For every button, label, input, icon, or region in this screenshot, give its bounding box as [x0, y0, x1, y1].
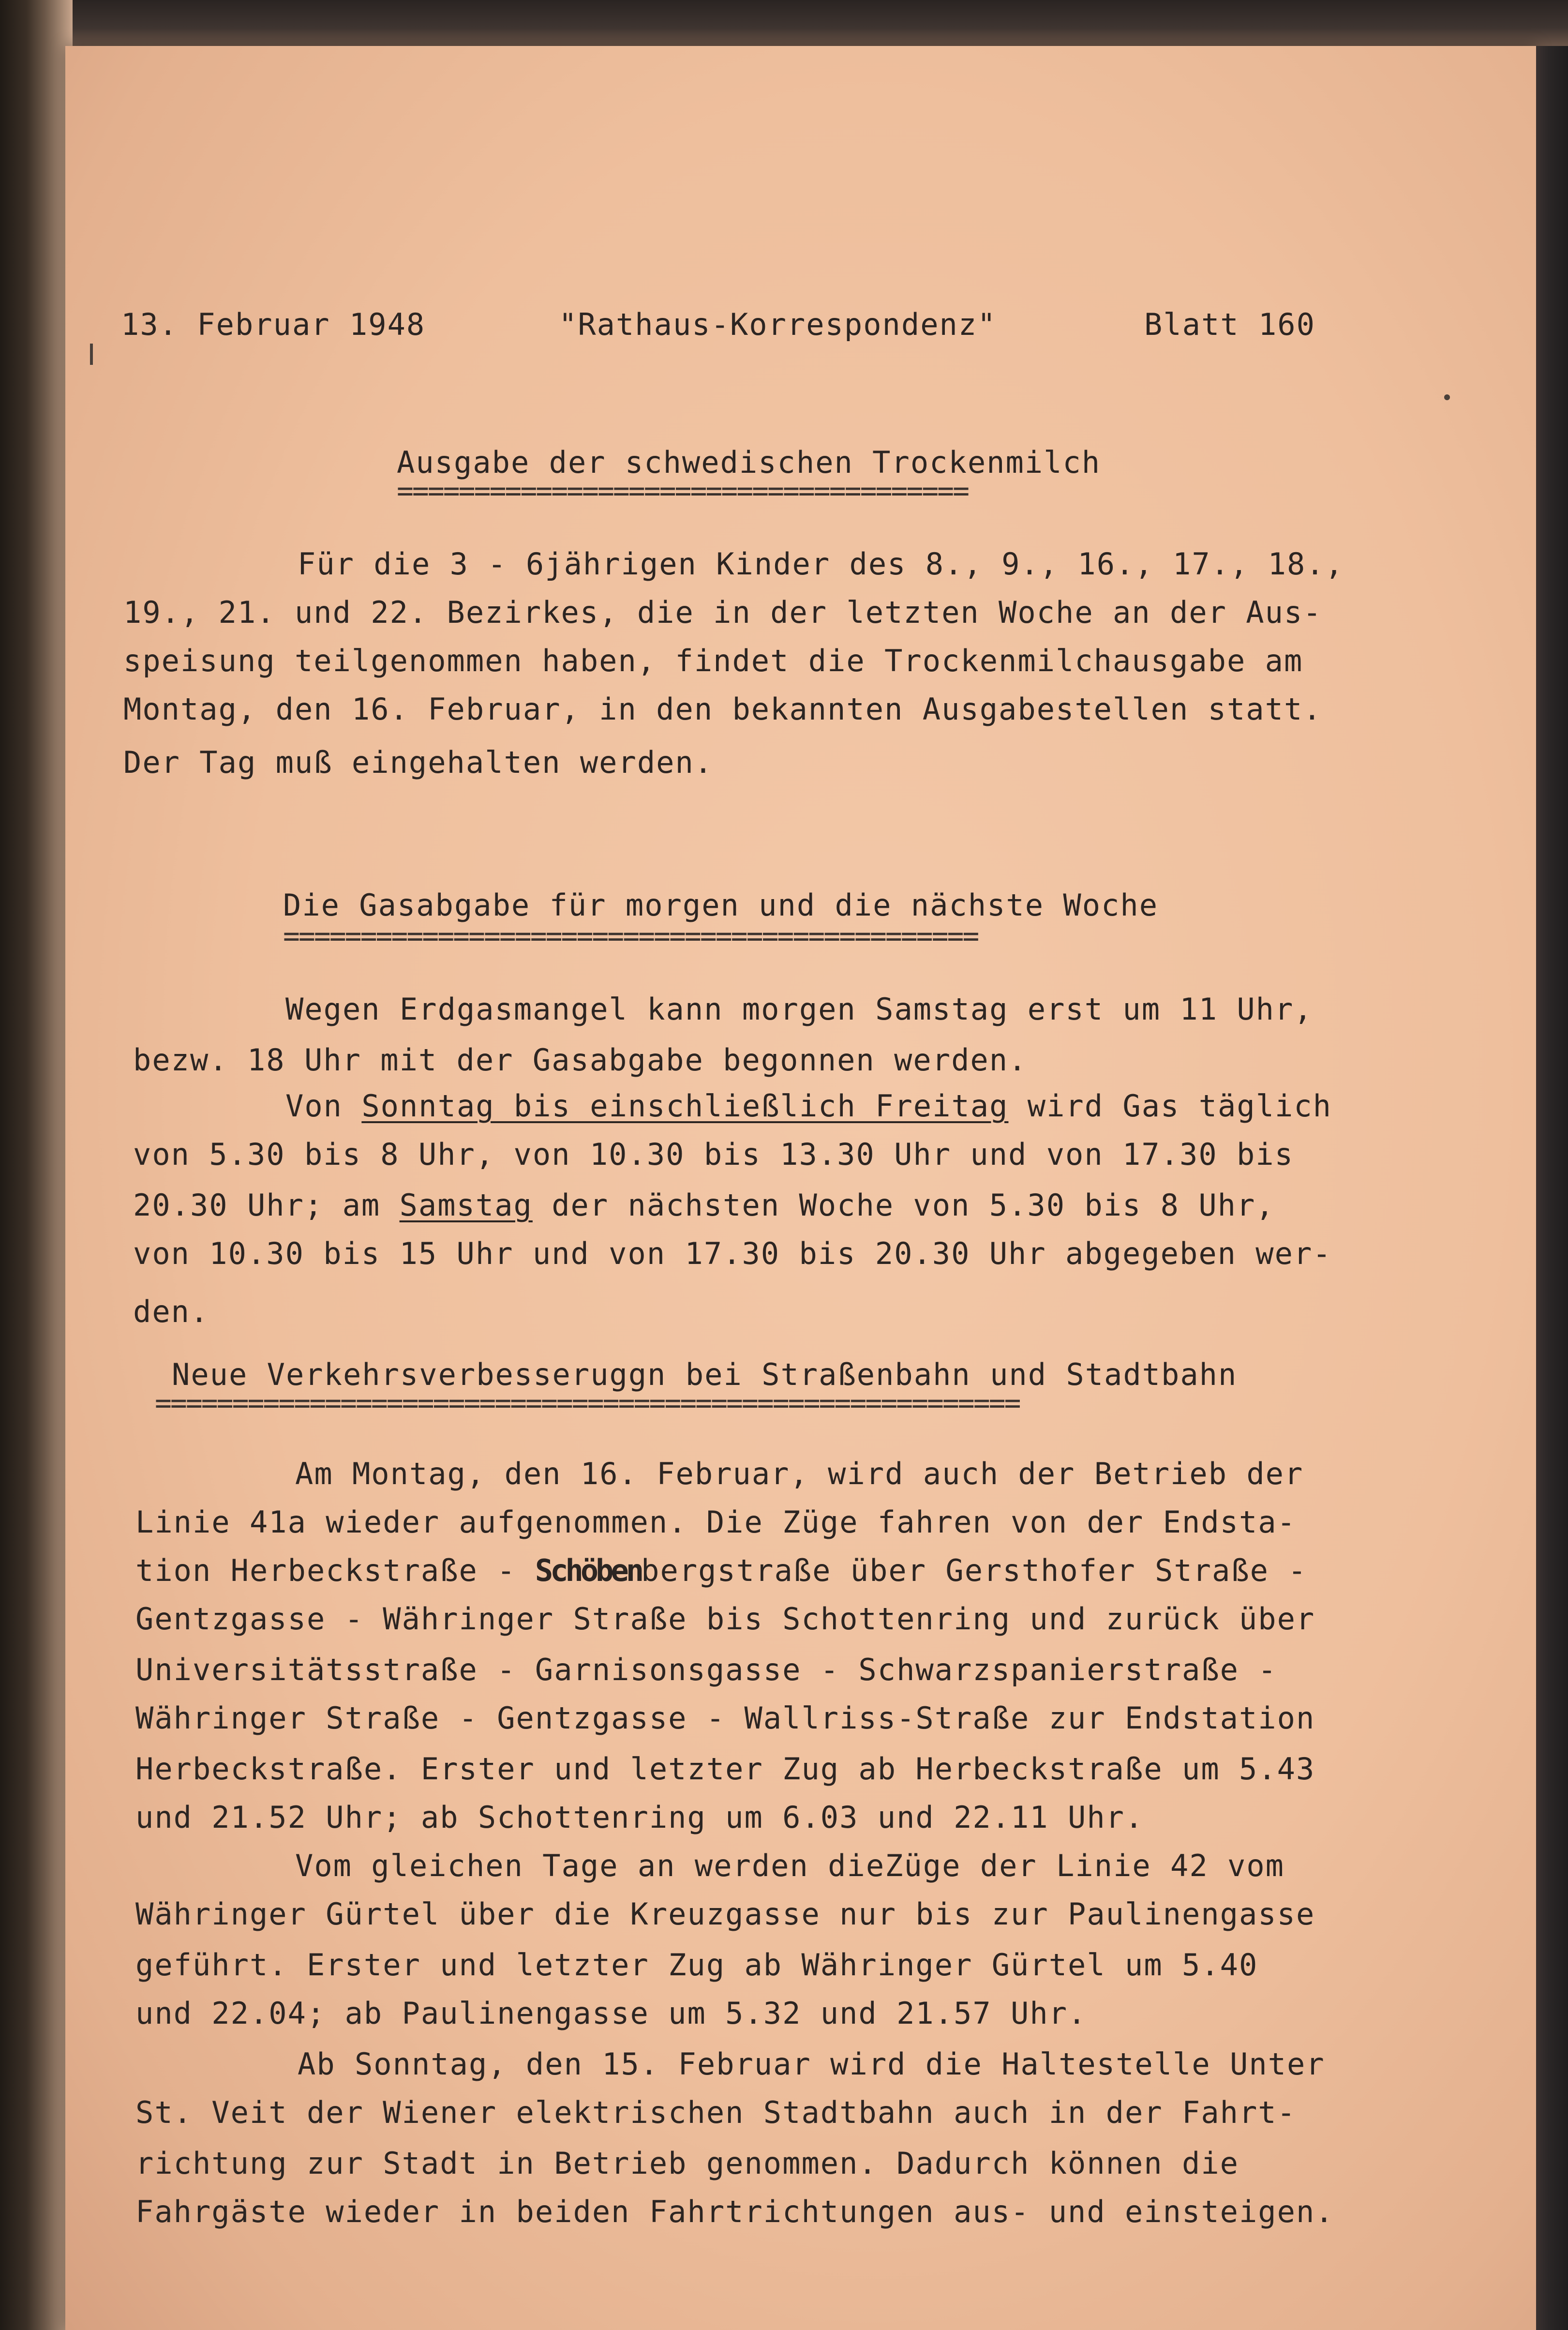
- paragraph-line: bezw. 18 Uhr mit der Gasabgabe begonnen werden.: [133, 1042, 1028, 1078]
- section-heading-verkehr: Neue Verkehrsverbesseruggn bei Straßenbahn und Stadtbahn: [172, 1357, 1238, 1392]
- section-rule: ========================================================: [155, 1389, 1020, 1417]
- binding-edge: [0, 0, 73, 2330]
- line-text: bergstraße über Gersthofer Straße -: [641, 1553, 1307, 1588]
- paragraph-line: Ab Sonntag, den 15. Februar wird die Haltestelle Unter: [298, 2046, 1325, 2082]
- paragraph-line: St. Veit der Wiener elektrischen Stadtbahn auch in der Fahrt-: [135, 2095, 1296, 2130]
- paragraph-line: Währinger Straße - Gentzgasse - Wallriss-Straße zur Endstation: [135, 1700, 1315, 1736]
- paragraph-line: Wegen Erdgasmangel kann morgen Samstag erst um 11 Uhr,: [285, 992, 1313, 1027]
- paragraph-line: von 5.30 bis 8 Uhr, von 10.30 bis 13.30 Uhr und von 17.30 bis: [133, 1137, 1294, 1172]
- line-text: tion Herbeckstraße -: [135, 1553, 535, 1588]
- paragraph-line: Herbeckstraße. Erster und letzter Zug ab Herbeckstraße um 5.43: [135, 1751, 1315, 1787]
- header-publication: "Rathaus-Korrespondenz": [559, 307, 997, 342]
- paragraph-line: geführt. Erster und letzter Zug ab Währinger Gürtel um 5.40: [135, 1947, 1258, 1983]
- header-sheet-number: Blatt 160: [1144, 307, 1315, 342]
- paragraph-line-underlined: [285, 1088, 1332, 1124]
- paragraph-line: Der Tag muß eingehalten werden.: [123, 745, 714, 780]
- underlined-phrase-samstag: Samstag: [399, 1188, 533, 1223]
- paragraph-line: Für die 3 - 6jährigen Kinder des 8., 9., 16., 17., 18.,: [298, 546, 1344, 582]
- paragraph-line: Vom gleichen Tage an werden dieZüge der Linie 42 vom: [295, 1848, 1285, 1883]
- line-text: wird Gas täglich: [1008, 1088, 1332, 1124]
- section-rule: =====================================: [397, 477, 969, 505]
- section-heading-trockenmilch: Ausgabe der schwedischen Trockenmilch: [397, 445, 1101, 480]
- paragraph-line: Währinger Gürtel über die Kreuzgasse nur bis zur Paulinengasse: [135, 1896, 1315, 1932]
- punch-mark: [1444, 394, 1450, 400]
- paragraph-line: den.: [133, 1294, 209, 1329]
- header-date: 13. Februar 1948: [121, 307, 426, 342]
- paragraph-line: Linie 41a wieder aufgenommen. Die Züge fahren von der Endsta-: [135, 1504, 1296, 1540]
- paragraph-line: Gentzgasse - Währinger Straße bis Schottenring und zurück über: [135, 1601, 1315, 1637]
- line-text: der nächsten Woche von 5.30 bis 8 Uhr,: [532, 1188, 1275, 1223]
- paragraph-line: und 21.52 Uhr; ab Schottenring um 6.03 und 22.11 Uhr.: [135, 1800, 1144, 1835]
- paragraph-line: Fahrgäste wieder in beiden Fahrtrichtungen aus- und einsteigen.: [135, 2194, 1334, 2229]
- overtyped-word: Schöben: [535, 1553, 642, 1588]
- line-text: 20.30 Uhr; am: [133, 1188, 400, 1223]
- paragraph-line: Montag, den 16. Februar, in den bekannten Ausgabestellen statt.: [123, 691, 1322, 727]
- punch-mark: [90, 344, 93, 365]
- scan-top-border: [73, 0, 1568, 46]
- paragraph-line: 19., 21. und 22. Bezirkes, die in der letzten Woche an der Aus-: [123, 595, 1322, 630]
- underlined-phrase-sonntag-freitag: Sonntag bis einschließlich Freitag: [361, 1088, 1009, 1124]
- scan-right-border: [1536, 46, 1568, 2330]
- paragraph-line-corrected: [135, 1553, 1307, 1588]
- paragraph-line: speisung teilgenommen haben, findet die Trockenmilchausgabe am: [123, 643, 1303, 678]
- section-rule: =============================================: [283, 922, 978, 950]
- line-text: Von: [285, 1088, 362, 1124]
- paragraph-line: von 10.30 bis 15 Uhr und von 17.30 bis 20.30 Uhr abgegeben wer-: [133, 1236, 1332, 1271]
- section-heading-gasabgabe: Die Gasabgabe für morgen und die nächste Woche: [283, 887, 1159, 923]
- paragraph-line-underlined: [133, 1188, 1275, 1223]
- paragraph-line: richtung zur Stadt in Betrieb genommen. Dadurch können die: [135, 2146, 1239, 2181]
- paragraph-line: Universitätsstraße - Garnisonsgasse - Schwarzspanierstraße -: [135, 1652, 1277, 1687]
- paragraph-line: und 22.04; ab Paulinengasse um 5.32 und 21.57 Uhr.: [135, 1996, 1087, 2031]
- paragraph-line: Am Montag, den 16. Februar, wird auch der Betrieb der: [295, 1456, 1304, 1491]
